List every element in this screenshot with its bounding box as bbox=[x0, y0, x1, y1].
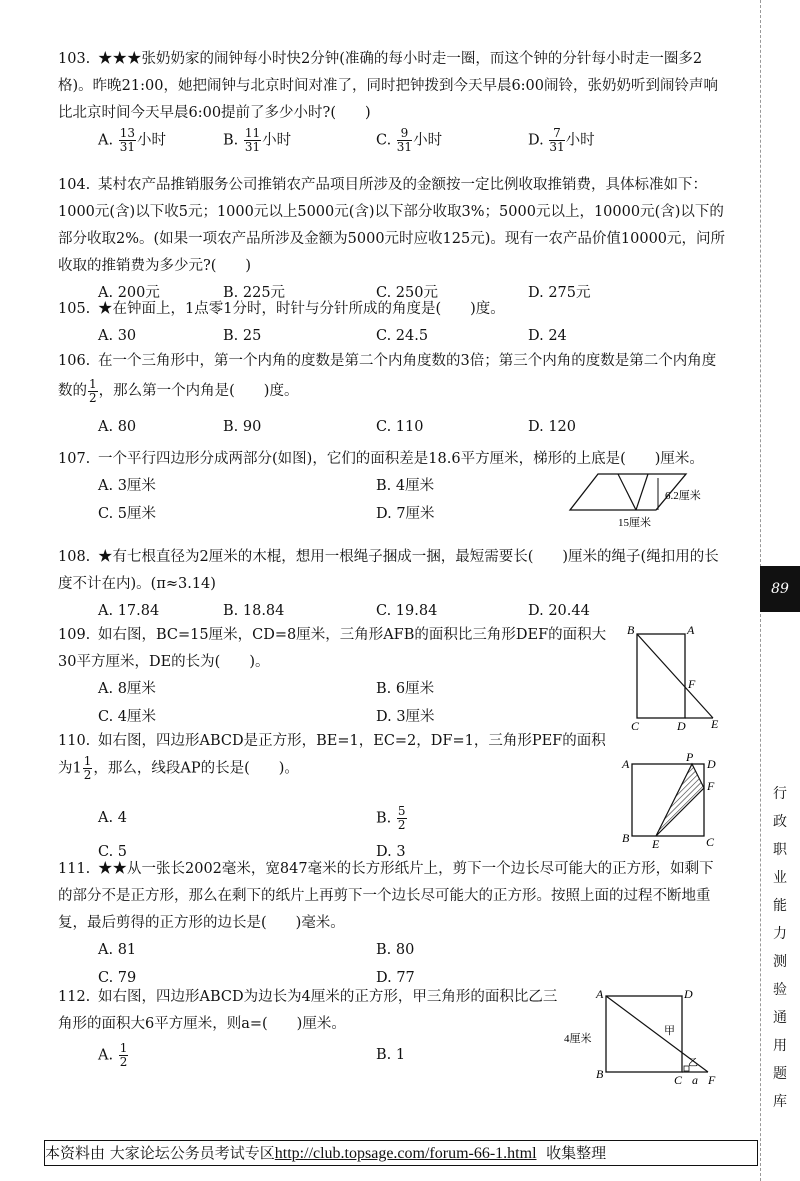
option-d: D. 120 bbox=[528, 419, 577, 435]
footer-banner bbox=[44, 1140, 758, 1166]
question-number: 106. bbox=[58, 353, 91, 369]
question-112 bbox=[58, 984, 558, 1078]
question-108 bbox=[58, 544, 726, 626]
svg-text:C: C bbox=[674, 1073, 683, 1087]
svg-text:D: D bbox=[677, 719, 686, 733]
option-c: C. $\frac{9}{31}$ 小时 bbox=[376, 126, 443, 154]
fraction: $\frac{1}{2}$ bbox=[89, 376, 97, 405]
question-text: 如右图，四边形ABCD为边长为4厘米的正方形，甲三角形的面积比乙三角形的面积大6平方厘米，则a=( )厘米。 bbox=[58, 989, 558, 1032]
svg-text:4厘米: 4厘米 bbox=[564, 1033, 592, 1045]
svg-text:a: a bbox=[692, 1073, 698, 1087]
svg-text:乙: 乙 bbox=[688, 1058, 698, 1069]
svg-text:E: E bbox=[652, 837, 660, 850]
option-c: C. 79 bbox=[98, 970, 137, 986]
question-number: 108. bbox=[58, 549, 91, 565]
option-d: D. 7厘米 bbox=[376, 506, 435, 522]
option-d: D. 24 bbox=[528, 328, 567, 344]
question-text: ★在钟面上，1点零1分时，时针与分针所成的角度是( )度。 bbox=[98, 301, 505, 317]
question-number: 107. bbox=[58, 451, 91, 467]
question-number: 112. bbox=[58, 989, 91, 1005]
option-b: B. 1 bbox=[376, 1047, 406, 1063]
options bbox=[58, 1042, 558, 1078]
square-figure-110 bbox=[620, 750, 720, 850]
question-number: 105. bbox=[58, 301, 91, 317]
svg-text:F: F bbox=[688, 677, 696, 691]
svg-text:F: F bbox=[708, 1073, 716, 1087]
question-106: 106. 在一个三角形中，第一个内角的度数是第二个内角度数的3倍；第三个内角的度数是第二个内角度数的 $\frac{1}{2}$ ，那么第一个内角是( )度。 A. 80 B. 90 C. 110 D. 120 bbox=[58, 346, 726, 440]
option-a: A. $\frac{1}{2}$ bbox=[98, 1041, 128, 1069]
footer-link[interactable]: http://club.topsage.com/forum-66-1.html bbox=[274, 1145, 537, 1162]
question-text: 如右图，BC=15厘米，CD=8厘米，三角形AFB的面积比三角形DEF的面积大30平方厘米，DE的长为( )。 bbox=[58, 627, 607, 670]
option-d: D. 3厘米 bbox=[376, 709, 435, 725]
rectangle-figure-109 bbox=[625, 624, 725, 734]
svg-text:B: B bbox=[596, 1067, 604, 1081]
option-d: D. $\frac{7}{31}$ 小时 bbox=[528, 126, 595, 154]
base-label: 15厘米 bbox=[618, 517, 651, 529]
question-text: 如右图，四边形ABCD是正方形，BE=1，EC=2，DF=1，三角形PEF的面积为1 bbox=[58, 733, 606, 777]
question-number: 109. bbox=[58, 627, 91, 643]
question-number: 110. bbox=[58, 733, 91, 749]
option-d: D. 20.44 bbox=[528, 603, 590, 619]
svg-text:E: E bbox=[711, 717, 719, 731]
svg-text:D: D bbox=[707, 757, 716, 771]
option-a: A. 4 bbox=[98, 809, 127, 826]
option-d: D. 3 bbox=[376, 843, 406, 860]
options bbox=[58, 937, 726, 965]
question-text: 一个平行四边形分成两部分(如图)，它们的面积差是18.6平方厘米，梯形的上底是( )厘米。 bbox=[98, 451, 704, 467]
option-b: B. $\frac{11}{31}$ 小时 bbox=[223, 126, 292, 154]
height-label: 6.2厘米 bbox=[665, 490, 701, 502]
svg-text:B: B bbox=[627, 624, 635, 637]
option-d: D. 275元 bbox=[528, 285, 591, 301]
svg-text:P: P bbox=[686, 750, 694, 764]
svg-text:C: C bbox=[706, 835, 715, 849]
svg-text:B: B bbox=[622, 831, 630, 845]
option-c: C. 19.84 bbox=[376, 603, 438, 619]
option-b: B. $\frac{5}{2}$ bbox=[376, 803, 406, 832]
svg-text:甲: 甲 bbox=[664, 1025, 675, 1037]
parallelogram-figure bbox=[568, 470, 728, 532]
svg-text:C: C bbox=[631, 719, 640, 733]
options bbox=[58, 676, 618, 704]
fraction: $\frac{1}{2}$ bbox=[83, 754, 92, 782]
option-c: C. 4厘米 bbox=[98, 709, 157, 725]
question-number: 111. bbox=[58, 861, 91, 877]
option-c: C. 5 bbox=[98, 843, 128, 860]
footer-prefix: 本资料由 大家论坛公务员考试专区 bbox=[45, 1144, 275, 1162]
option-c: C. 110 bbox=[376, 419, 424, 435]
option-b: B. 25 bbox=[223, 328, 262, 344]
question-text: ★★★张奶奶家的闹钟每小时快2分钟(准确的每小时走一圈，而这个钟的分针每小时走一圈多2格)。昨晚21:00，她把闹钟与北京时间对准了，同时把钟拨到今天早晨6:00闹铃，张奶奶听到闹铃声响比北京时间今天早晨6:00提前了多少小时?( ) bbox=[58, 51, 719, 121]
options bbox=[58, 412, 726, 440]
question-number: 103. bbox=[58, 51, 91, 67]
options bbox=[58, 805, 618, 839]
option-b: B. 4厘米 bbox=[376, 478, 435, 494]
question-109 bbox=[58, 622, 618, 732]
option-a: A. 30 bbox=[98, 328, 137, 344]
option-b: B. 80 bbox=[376, 942, 415, 958]
square-figure-112 bbox=[560, 986, 730, 1090]
option-c: C. 5厘米 bbox=[98, 506, 157, 522]
question-105 bbox=[58, 296, 726, 351]
option-d: D. 77 bbox=[376, 970, 415, 986]
question-text: 某村农产品推销服务公司推销农产品项目所涉及的金额按一定比例收取推销费，具体标准如下：1000元(含)以下收5元；1000元以上5000元(含)以下部分收取3%；5000元以上，10000元(含)以下的部分收取2%。(如果一项农产品所涉及金额为5000元时应收125元)。现有一农产品价值10000元，问所收取的推销费为多少元?( ) bbox=[58, 177, 726, 274]
option-b: B. 6厘米 bbox=[376, 681, 435, 697]
option-a: A. $\frac{13}{31}$ 小时 bbox=[98, 126, 166, 154]
option-b: B. 225元 bbox=[223, 285, 286, 301]
svg-text:A: A bbox=[687, 624, 695, 637]
question-103 bbox=[58, 46, 726, 163]
option-a: A. 80 bbox=[98, 419, 137, 435]
question-number: 104. bbox=[58, 177, 91, 193]
options bbox=[58, 127, 726, 163]
question-111 bbox=[58, 856, 726, 993]
question-text: ★★从一张长2002毫米，宽847毫米的长方形纸片上，剪下一个边长尽可能大的正方形，如剩下的部分不是正方形，那么在剩下的纸片上再剪下一个边长尽可能大的正方形。按照上面的过程不断地重复，最后剪得的正方形的边长是( )毫米。 bbox=[58, 861, 714, 931]
side-book-title: 行 政 职 业 能 力 测 验 通 用 题 库 bbox=[773, 786, 787, 1110]
option-c: C. 24.5 bbox=[376, 328, 429, 344]
option-c: C. 250元 bbox=[376, 285, 438, 301]
option-a: A. 3厘米 bbox=[98, 478, 156, 494]
option-a: A. 8厘米 bbox=[98, 681, 156, 697]
option-b: B. 18.84 bbox=[223, 603, 285, 619]
question-110: 110. 如右图，四边形ABCD是正方形，BE=1，EC=2，DF=1，三角形PEF的面积为1 $\frac{1}{2}$ ，那么，线段AP的长是( )。 A. 4 B. $\frac{5}{2}$ C. 5 D. 3 bbox=[58, 728, 618, 867]
svg-text:F: F bbox=[707, 779, 715, 793]
option-a: A. 200元 bbox=[98, 285, 160, 301]
svg-text:A: A bbox=[596, 987, 604, 1001]
page-number-tab: 89 bbox=[760, 566, 800, 612]
question-104 bbox=[58, 172, 726, 308]
option-a: A. 17.84 bbox=[98, 603, 160, 619]
svg-text:D: D bbox=[684, 987, 693, 1001]
question-text: 在一个三角形中，第一个内角的度数是第二个内角度数的3倍；第三个内角的度数是第二个内角度数的 bbox=[58, 353, 717, 399]
svg-text:A: A bbox=[622, 757, 630, 771]
option-b: B. 90 bbox=[223, 419, 262, 435]
footer-suffix: 收集整理 bbox=[546, 1144, 607, 1162]
option-a: A. 81 bbox=[98, 942, 137, 958]
question-text: ★有七根直径为2厘米的木棍，想用一根绳子捆成一捆，最短需要长( )厘米的绳子(绳扣用的长度不计在内)。(π≈3.14) bbox=[58, 549, 719, 592]
